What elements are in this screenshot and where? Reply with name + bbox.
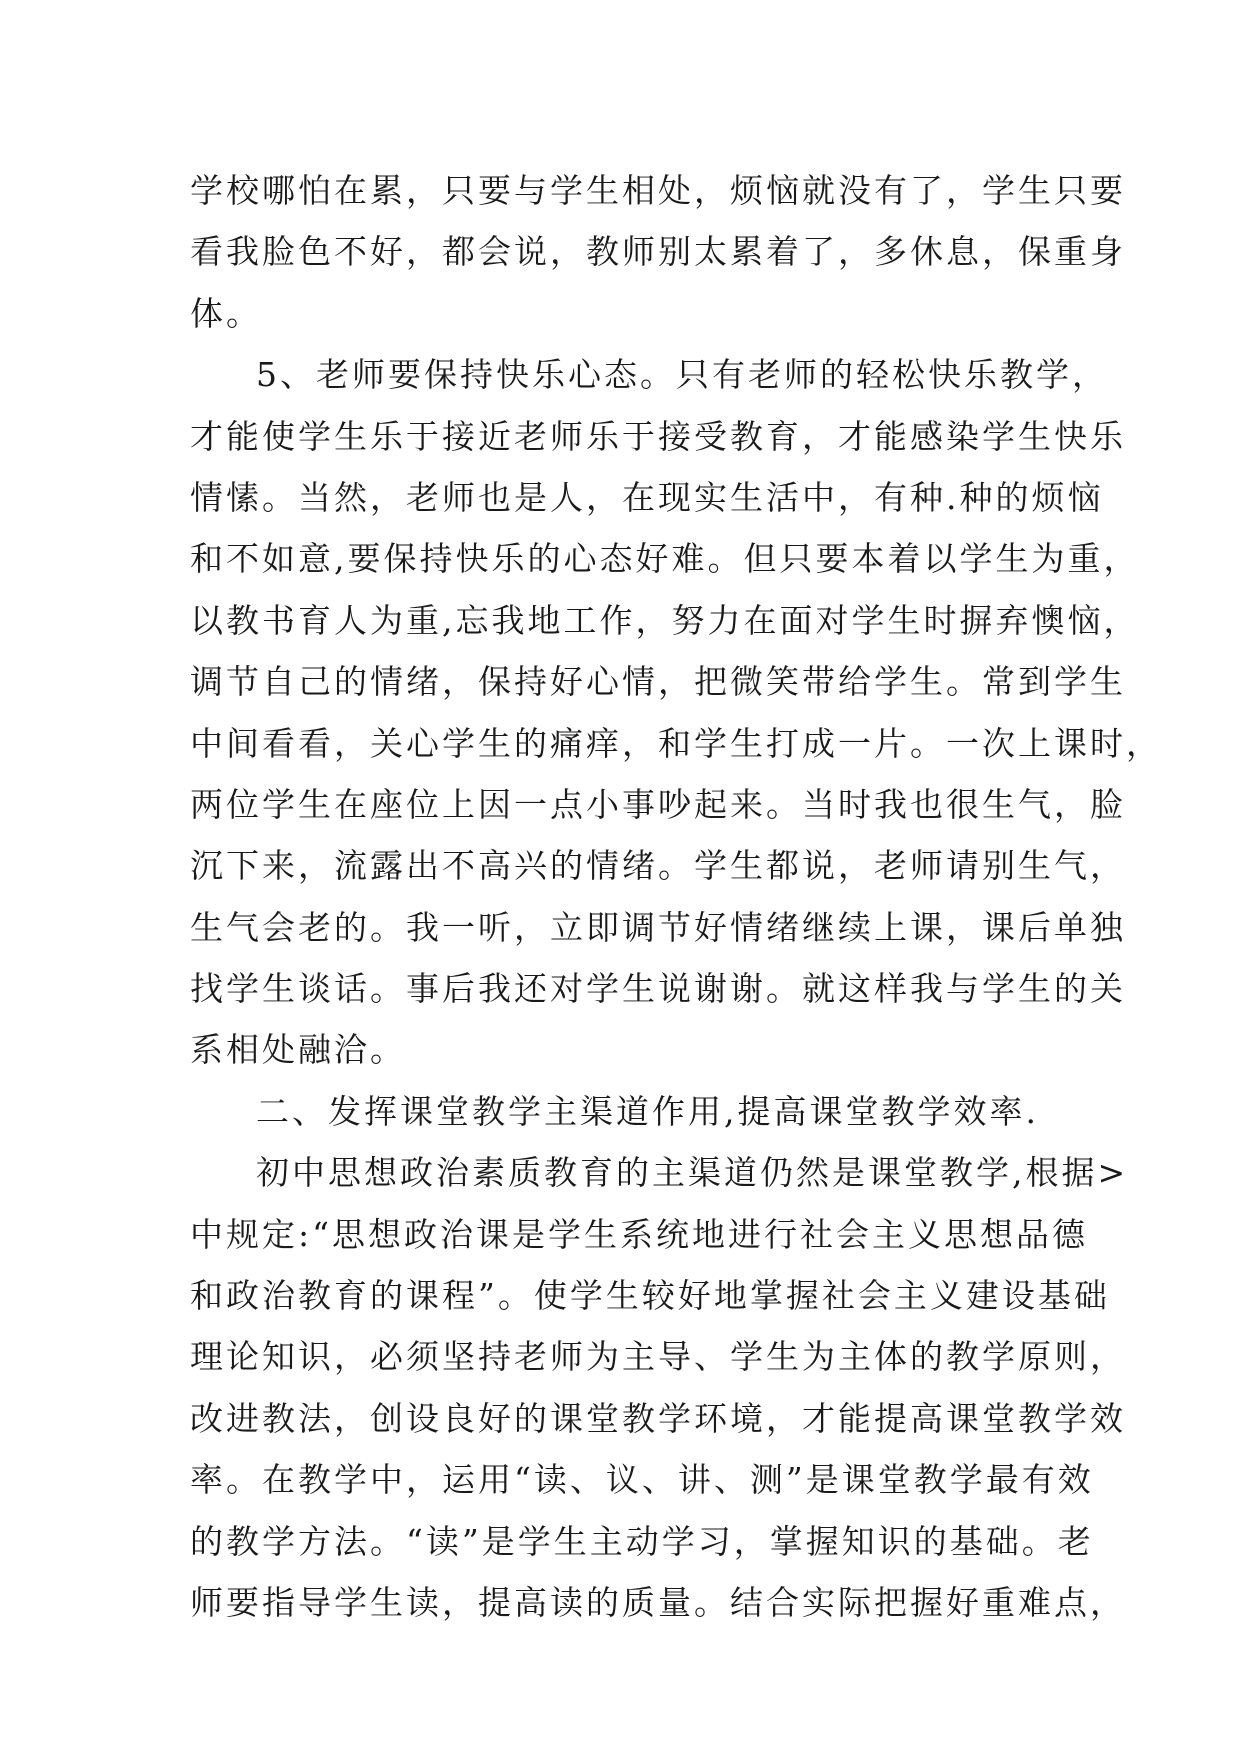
text-line: 系相处融洽。 <box>190 1030 406 1070</box>
text-line: 体。 <box>190 293 262 333</box>
text-line: 以教书育人为重,忘我地工作，努力在面对学生时摒弃懊恼， <box>190 600 1140 640</box>
text-line: 理论知识，必须坚持老师为主导、学生为主体的教学原则， <box>190 1337 1126 1377</box>
text-line: 学校哪怕在累，只要与学生相处，烦恼就没有了，学生只要 <box>190 171 1126 210</box>
text-line: 中间看看，关心学生的痛痒，和学生打成一片。一次上课时， <box>190 723 1162 763</box>
text-line: 5、老师要保持快乐心态。只有老师的轻松快乐教学， <box>256 355 1108 395</box>
text-line: 情愫。当然，老师也是人，在现实生活中，有种.种的烦恼 <box>190 477 1104 517</box>
text-line: 的教学方法。“读”是学生主动学习，掌握知识的基础。老 <box>190 1521 1094 1561</box>
text-line: 生气会老的。我一听，立即调节好情绪继续上课，课后单独 <box>190 907 1126 947</box>
text-line: 改进教法，创设良好的课堂教学环境，才能提高课堂教学效 <box>190 1398 1126 1438</box>
text-line: 两位学生在座位上因一点小事吵起来。当时我也很生气，脸 <box>190 784 1126 824</box>
text-line: 看我脸色不好，都会说，教师别太累着了，多休息，保重身 <box>190 232 1126 272</box>
text-line: 师要指导学生读，提高读的质量。结合实际把握好重难点， <box>190 1582 1126 1622</box>
text-line: 调节自己的情绪，保持好心情，把微笑带给学生。常到学生 <box>190 662 1126 702</box>
text-line: 找学生谈话。事后我还对学生说谢谢。就这样我与学生的关 <box>190 969 1126 1009</box>
text-line: 和政治教育的课程”。使学生较好地掌握社会主义建设基础 <box>190 1276 1110 1316</box>
text-line: 才能使学生乐于接近老师乐于接受教育，才能感染学生快乐 <box>190 416 1126 456</box>
text-line: 率。在教学中，运用“读、议、讲、测”是课堂教学最有效 <box>190 1460 1094 1500</box>
text-line: 初中思想政治素质教育的主渠道仍然是课堂教学,根据> <box>256 1153 1129 1193</box>
text-line: 沉下来，流露出不高兴的情绪。学生都说，老师请别生气， <box>190 846 1126 886</box>
text-line: 中规定:“思想政治课是学生系统地进行社会主义思想品德 <box>190 1214 1088 1254</box>
body-text <box>190 160 1162 1633</box>
section-heading: 二、发挥课堂教学主渠道作用,提高课堂教学效率. <box>256 1091 1039 1131</box>
text-line: 和不如意,要保持快乐的心态好难。但只要本着以学生为重， <box>190 539 1140 579</box>
